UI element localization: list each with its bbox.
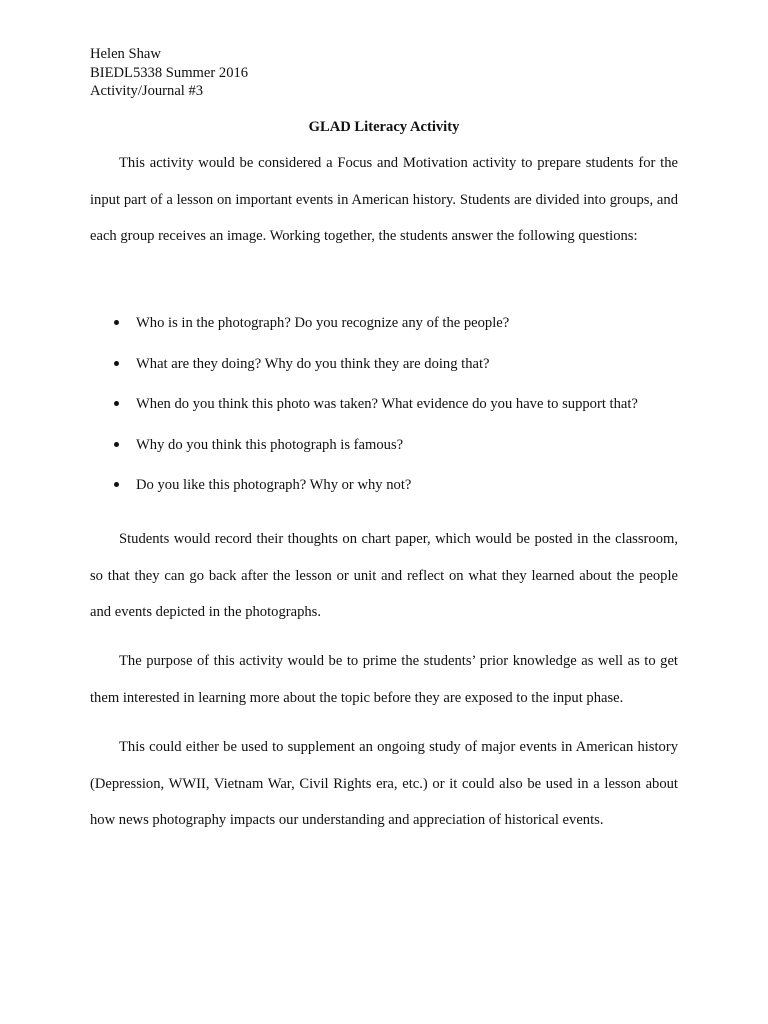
bullet-icon	[114, 320, 119, 325]
document-header	[90, 45, 248, 101]
question-text: When do you think this photo was taken? What evidence do you have to support that?	[136, 396, 638, 412]
bullet-icon	[114, 442, 119, 447]
document-title: GLAD Literacy Activity	[308, 119, 460, 135]
author-name: Helen Shaw	[90, 46, 161, 62]
list-item	[90, 305, 678, 346]
intro-paragraph: This activity would be considered a Focus and Motivation activity to prepare students for the input part of a lesson on important events in American history. Students are divided into groups, and each group receives an image. Working together, the students answer the following questions:	[90, 155, 678, 244]
list-item	[90, 467, 678, 508]
question-text: Who is in the photograph? Do you recognize any of the people?	[136, 315, 510, 331]
purpose-paragraph: The purpose of this activity would be to prime the students’ prior knowledge as well as to get them interested in learning more about the topic before they are exposed to the input phase.	[90, 653, 678, 706]
bullet-icon	[114, 401, 119, 406]
question-text: What are they doing? Why do you think they are doing that?	[136, 355, 490, 372]
bullet-icon	[114, 482, 119, 487]
assignment-label: Activity/Journal #3	[90, 83, 204, 99]
question-list	[90, 305, 678, 508]
question-text: Do you like this photograph? Why or why not?	[136, 477, 412, 493]
question-text: Why do you think this photograph is famous?	[136, 436, 404, 453]
record-paragraph: Students would record their thoughts on chart paper, which would be posted in the classroom, so that they can go back after the lesson or unit and reflect on what they learned about the people and events depicted in the photographs.	[90, 531, 678, 620]
list-item	[90, 427, 678, 468]
course-info: BIEDL5338 Summer 2016	[90, 64, 249, 81]
list-item	[90, 386, 678, 427]
usage-paragraph: This could either be used to supplement an ongoing study of major events in American history (Depression, WWII, Vietnam War, Civil Rights era, etc.) or it could also be used in a lesson about how news photography impacts our understanding and appreciation of historical events.	[90, 739, 678, 828]
bullet-icon	[114, 361, 119, 366]
list-item	[90, 346, 678, 387]
